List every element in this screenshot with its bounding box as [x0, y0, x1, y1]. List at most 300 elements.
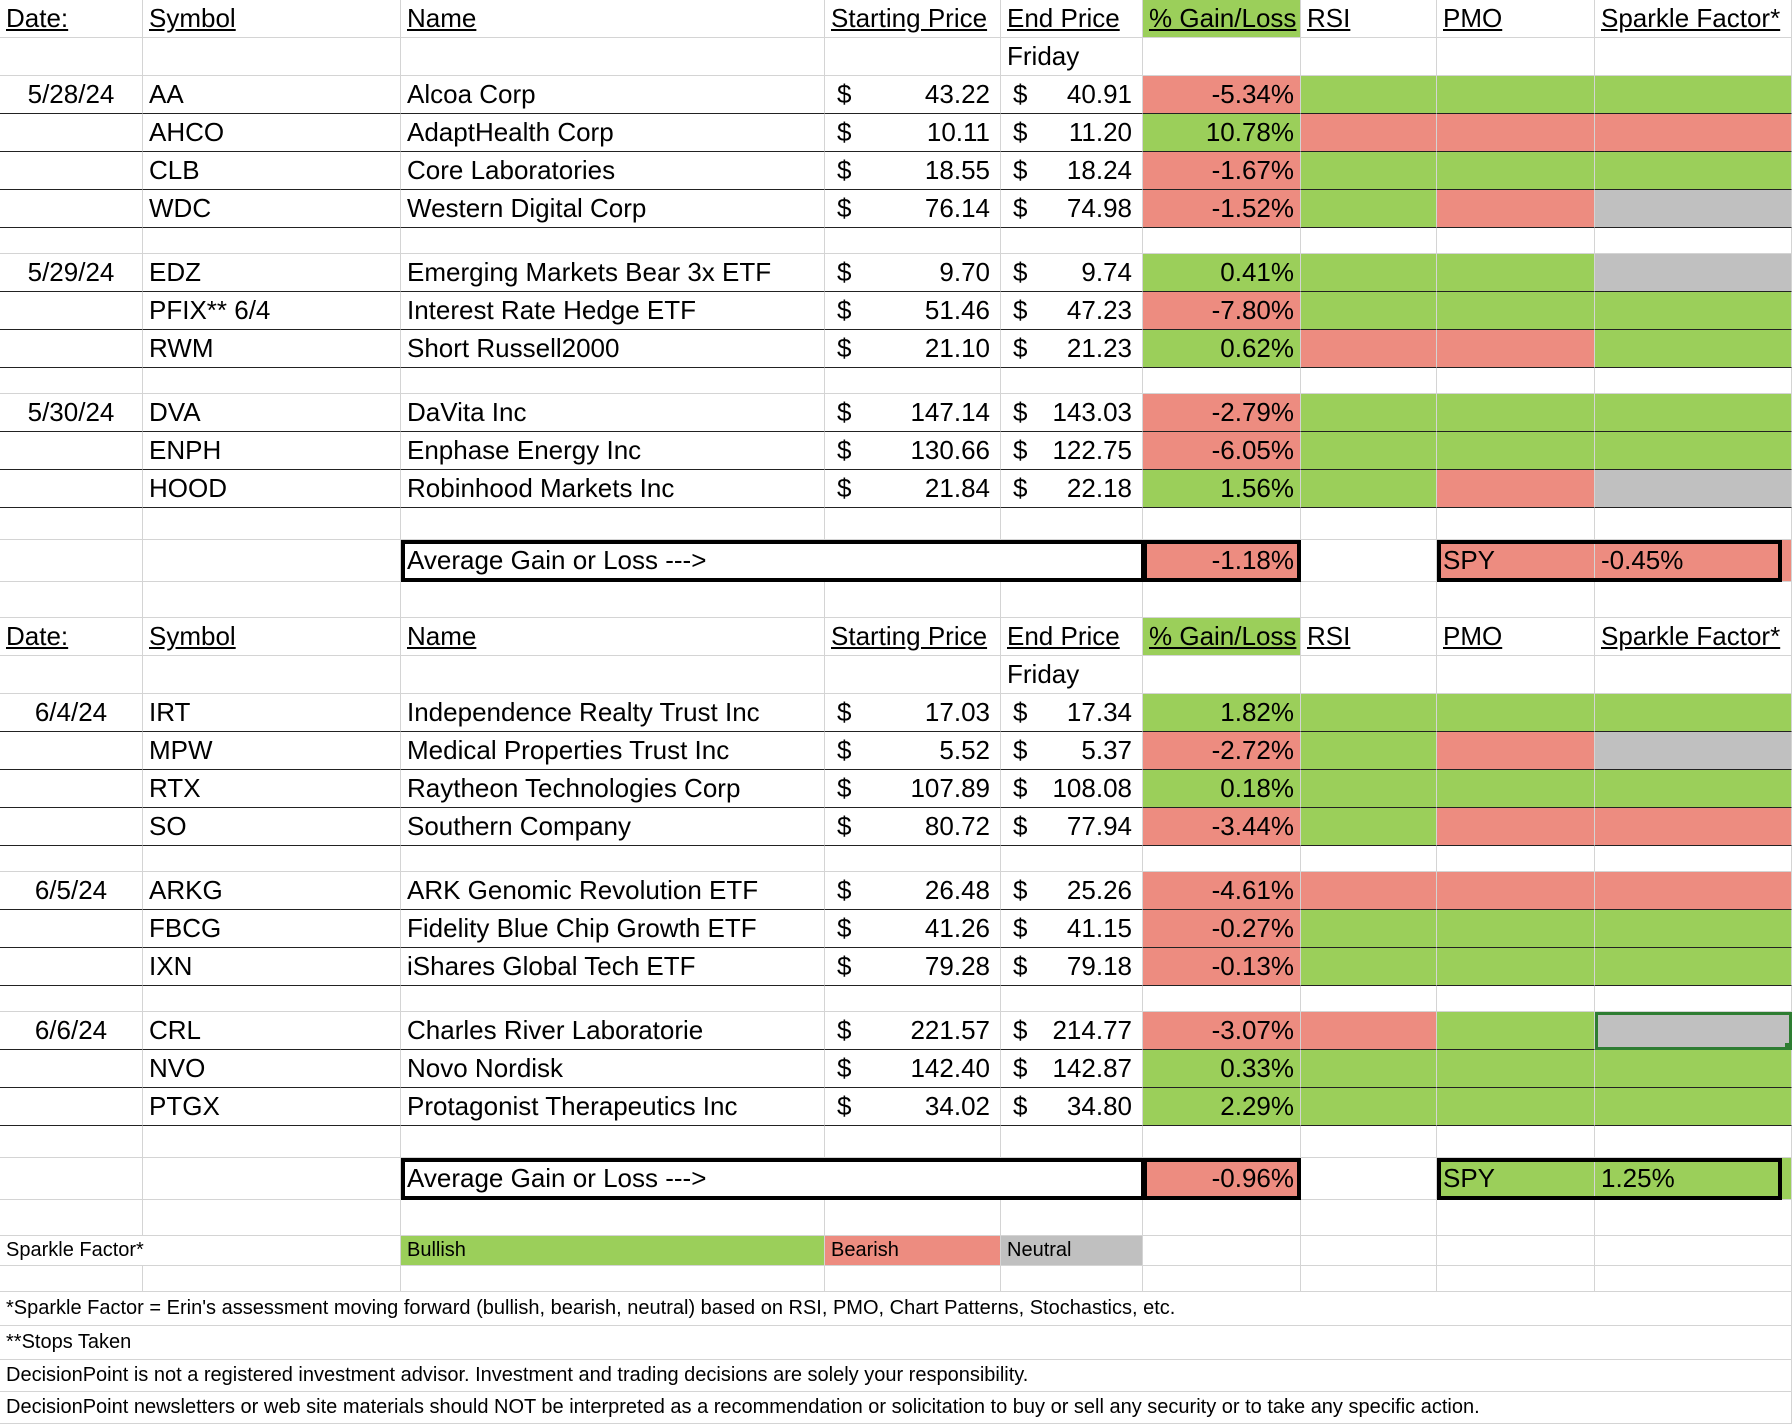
spy-label[interactable]: SPY [1437, 1158, 1595, 1200]
empty-cell[interactable] [825, 656, 1001, 694]
empty-cell[interactable] [1437, 656, 1595, 694]
pmo-signal-cell[interactable] [1437, 770, 1595, 808]
empty-cell[interactable] [1143, 986, 1301, 1012]
sparkle-factor-cell[interactable] [1595, 254, 1792, 292]
rsi-signal-cell[interactable] [1301, 910, 1437, 948]
legend-bearish[interactable]: Bearish [825, 1236, 1001, 1266]
sparkle-factor-cell[interactable] [1595, 808, 1792, 846]
empty-cell[interactable] [1001, 986, 1143, 1012]
symbol-cell[interactable]: MPW [143, 732, 401, 770]
rsi-signal-cell[interactable] [1301, 732, 1437, 770]
name-cell[interactable]: Raytheon Technologies Corp [401, 770, 825, 808]
empty-cell[interactable] [1001, 1200, 1143, 1236]
empty-cell[interactable] [1595, 582, 1792, 618]
end-price-cell[interactable] [1001, 910, 1143, 948]
empty-cell[interactable] [1301, 986, 1437, 1012]
start-price-cell[interactable] [825, 808, 1001, 846]
symbol-cell[interactable]: WDC [143, 190, 401, 228]
name-cell[interactable]: Robinhood Markets Inc [401, 470, 825, 508]
sparkle-factor-cell[interactable] [1595, 470, 1792, 508]
gain-loss-cell[interactable]: 0.18% [1143, 770, 1301, 808]
empty-cell[interactable] [401, 1200, 825, 1236]
spy-value[interactable]: 1.25% [1595, 1158, 1792, 1200]
empty-cell[interactable] [825, 228, 1001, 254]
header-rsi[interactable]: RSI [1301, 0, 1437, 38]
start-price-cell[interactable] [825, 948, 1001, 986]
end-price-cell[interactable] [1001, 694, 1143, 732]
rsi-signal-cell[interactable] [1301, 330, 1437, 368]
empty-cell[interactable] [401, 228, 825, 254]
rsi-signal-cell[interactable] [1301, 190, 1437, 228]
spy-value[interactable]: -0.45% [1595, 540, 1792, 582]
rsi-signal-cell[interactable] [1301, 432, 1437, 470]
empty-cell[interactable] [143, 656, 401, 694]
sparkle-factor-cell[interactable] [1595, 190, 1792, 228]
empty-cell[interactable] [401, 986, 825, 1012]
rsi-signal-cell[interactable] [1301, 1050, 1437, 1088]
empty-cell[interactable] [1143, 582, 1301, 618]
rsi-signal-cell[interactable] [1301, 770, 1437, 808]
name-cell[interactable]: Interest Rate Hedge ETF [401, 292, 825, 330]
symbol-cell[interactable]: AA [143, 76, 401, 114]
subheader-friday[interactable]: Friday [1001, 656, 1143, 694]
name-cell[interactable]: Western Digital Corp [401, 190, 825, 228]
gain-loss-cell[interactable]: -5.34% [1143, 76, 1301, 114]
empty-cell[interactable] [1437, 1236, 1595, 1266]
empty-cell[interactable] [1595, 986, 1792, 1012]
empty-cell[interactable] [0, 656, 143, 694]
empty-cell[interactable] [1001, 1126, 1143, 1158]
symbol-cell[interactable]: IRT [143, 694, 401, 732]
date-cell[interactable] [0, 808, 143, 846]
empty-cell[interactable] [1301, 508, 1437, 540]
gain-loss-cell[interactable]: -2.79% [1143, 394, 1301, 432]
empty-cell[interactable] [1595, 38, 1792, 76]
start-price-cell[interactable] [825, 292, 1001, 330]
empty-cell[interactable] [0, 1158, 143, 1200]
pmo-signal-cell[interactable] [1437, 394, 1595, 432]
header-symbol[interactable]: Symbol [143, 618, 401, 656]
empty-cell[interactable] [1301, 540, 1437, 582]
empty-cell[interactable] [0, 986, 143, 1012]
empty-cell[interactable] [1595, 656, 1792, 694]
empty-cell[interactable] [825, 38, 1001, 76]
spy-label[interactable]: SPY [1437, 540, 1595, 582]
date-cell[interactable] [0, 152, 143, 190]
header-name[interactable]: Name [401, 618, 825, 656]
start-price-cell[interactable] [825, 732, 1001, 770]
symbol-cell[interactable]: SO [143, 808, 401, 846]
empty-cell[interactable] [1301, 846, 1437, 872]
pmo-signal-cell[interactable] [1437, 694, 1595, 732]
gain-loss-cell[interactable]: -3.44% [1143, 808, 1301, 846]
empty-cell[interactable] [401, 656, 825, 694]
symbol-cell[interactable]: CLB [143, 152, 401, 190]
empty-cell[interactable] [401, 508, 825, 540]
empty-cell[interactable] [1301, 1200, 1437, 1236]
sparkle-factor-cell[interactable] [1595, 694, 1792, 732]
disclaimer-1-text[interactable]: DecisionPoint is not a registered investment advisor. Investment and trading decisions are solely your responsibility. [0, 1360, 1792, 1392]
name-cell[interactable]: Charles River Laboratorie [401, 1012, 825, 1050]
date-cell[interactable]: 6/4/24 [0, 694, 143, 732]
gain-loss-cell[interactable]: 1.56% [1143, 470, 1301, 508]
rsi-signal-cell[interactable] [1301, 254, 1437, 292]
empty-cell[interactable] [401, 846, 825, 872]
end-price-cell[interactable] [1001, 394, 1143, 432]
end-price-cell[interactable] [1001, 254, 1143, 292]
date-cell[interactable]: 5/29/24 [0, 254, 143, 292]
pmo-signal-cell[interactable] [1437, 948, 1595, 986]
empty-cell[interactable] [401, 582, 825, 618]
header-pmo[interactable]: PMO [1437, 0, 1595, 38]
pmo-signal-cell[interactable] [1437, 910, 1595, 948]
empty-cell[interactable] [1001, 508, 1143, 540]
empty-cell[interactable] [1301, 582, 1437, 618]
symbol-cell[interactable]: ENPH [143, 432, 401, 470]
start-price-cell[interactable] [825, 470, 1001, 508]
pmo-signal-cell[interactable] [1437, 470, 1595, 508]
empty-cell[interactable] [1143, 1126, 1301, 1158]
sparkle-factor-cell[interactable] [1595, 732, 1792, 770]
average-value[interactable]: -0.96% [1143, 1158, 1301, 1200]
empty-cell[interactable] [1437, 1200, 1595, 1236]
legend-bullish[interactable]: Bullish [401, 1236, 825, 1266]
header-name[interactable]: Name [401, 0, 825, 38]
empty-cell[interactable] [1001, 1266, 1143, 1292]
empty-cell[interactable] [1437, 368, 1595, 394]
average-label[interactable]: Average Gain or Loss ---> [401, 540, 1143, 582]
pmo-signal-cell[interactable] [1437, 808, 1595, 846]
start-price-cell[interactable] [825, 1050, 1001, 1088]
empty-cell[interactable] [143, 228, 401, 254]
end-price-cell[interactable] [1001, 808, 1143, 846]
empty-cell[interactable] [1595, 846, 1792, 872]
date-cell[interactable]: 5/28/24 [0, 76, 143, 114]
sparkle-factor-cell[interactable] [1595, 1050, 1792, 1088]
symbol-cell[interactable]: CRL [143, 1012, 401, 1050]
pmo-signal-cell[interactable] [1437, 1012, 1595, 1050]
empty-cell[interactable] [0, 582, 143, 618]
empty-cell[interactable] [1595, 368, 1792, 394]
header-start[interactable]: Starting Price [825, 0, 1001, 38]
empty-cell[interactable] [143, 1266, 401, 1292]
empty-cell[interactable] [1595, 1236, 1792, 1266]
rsi-signal-cell[interactable] [1301, 152, 1437, 190]
pmo-signal-cell[interactable] [1437, 1088, 1595, 1126]
gain-loss-cell[interactable]: 10.78% [1143, 114, 1301, 152]
sparkle-factor-cell[interactable] [1595, 330, 1792, 368]
date-cell[interactable] [0, 114, 143, 152]
header-gain[interactable]: % Gain/Loss [1143, 0, 1301, 38]
symbol-cell[interactable]: RWM [143, 330, 401, 368]
name-cell[interactable]: Alcoa Corp [401, 76, 825, 114]
rsi-signal-cell[interactable] [1301, 948, 1437, 986]
sparkle-factor-cell[interactable] [1595, 394, 1792, 432]
gain-loss-cell[interactable]: 0.62% [1143, 330, 1301, 368]
empty-cell[interactable] [143, 986, 401, 1012]
end-price-cell[interactable] [1001, 1088, 1143, 1126]
name-cell[interactable]: Enphase Energy Inc [401, 432, 825, 470]
header-date[interactable]: Date: [0, 618, 143, 656]
sparkle-factor-cell[interactable] [1595, 152, 1792, 190]
empty-cell[interactable] [1143, 228, 1301, 254]
empty-cell[interactable] [143, 1200, 401, 1236]
header-end[interactable]: End Price [1001, 618, 1143, 656]
end-price-cell[interactable] [1001, 76, 1143, 114]
empty-cell[interactable] [1595, 1126, 1792, 1158]
header-date[interactable]: Date: [0, 0, 143, 38]
empty-cell[interactable] [0, 228, 143, 254]
empty-cell[interactable] [1437, 846, 1595, 872]
gain-loss-cell[interactable]: -0.27% [1143, 910, 1301, 948]
empty-cell[interactable] [143, 582, 401, 618]
date-cell[interactable] [0, 190, 143, 228]
date-cell[interactable] [0, 432, 143, 470]
name-cell[interactable]: DaVita Inc [401, 394, 825, 432]
header-sparkle[interactable]: Sparkle Factor* [1595, 0, 1792, 38]
pmo-signal-cell[interactable] [1437, 732, 1595, 770]
header-gain[interactable]: % Gain/Loss [1143, 618, 1301, 656]
empty-cell[interactable] [1437, 1126, 1595, 1158]
gain-loss-cell[interactable]: 0.41% [1143, 254, 1301, 292]
pmo-signal-cell[interactable] [1437, 76, 1595, 114]
empty-cell[interactable] [825, 846, 1001, 872]
date-cell[interactable] [0, 470, 143, 508]
rsi-signal-cell[interactable] [1301, 694, 1437, 732]
pmo-signal-cell[interactable] [1437, 1050, 1595, 1088]
empty-cell[interactable] [143, 1126, 401, 1158]
empty-cell[interactable] [1001, 846, 1143, 872]
gain-loss-cell[interactable]: -6.05% [1143, 432, 1301, 470]
empty-cell[interactable] [1301, 38, 1437, 76]
symbol-cell[interactable]: RTX [143, 770, 401, 808]
sparkle-factor-cell[interactable] [1595, 770, 1792, 808]
header-rsi[interactable]: RSI [1301, 618, 1437, 656]
empty-cell[interactable] [1301, 1158, 1437, 1200]
rsi-signal-cell[interactable] [1301, 872, 1437, 910]
sparkle-footnote-text[interactable]: *Sparkle Factor = Erin's assessment moving forward (bullish, bearish, neutral) based on RSI, PMO, Chart Patterns, Stochastics, etc. [0, 1292, 1792, 1326]
gain-loss-cell[interactable]: 1.82% [1143, 694, 1301, 732]
gain-loss-cell[interactable]: -0.13% [1143, 948, 1301, 986]
start-price-cell[interactable] [825, 76, 1001, 114]
end-price-cell[interactable] [1001, 732, 1143, 770]
symbol-cell[interactable]: DVA [143, 394, 401, 432]
sparkle-factor-cell[interactable] [1595, 292, 1792, 330]
symbol-cell[interactable]: IXN [143, 948, 401, 986]
empty-cell[interactable] [1437, 986, 1595, 1012]
pmo-signal-cell[interactable] [1437, 152, 1595, 190]
empty-cell[interactable] [1437, 508, 1595, 540]
empty-cell[interactable] [401, 1266, 825, 1292]
empty-cell[interactable] [143, 368, 401, 394]
pmo-signal-cell[interactable] [1437, 872, 1595, 910]
date-cell[interactable]: 6/6/24 [0, 1012, 143, 1050]
end-price-cell[interactable] [1001, 770, 1143, 808]
empty-cell[interactable] [1143, 368, 1301, 394]
empty-cell[interactable] [1143, 508, 1301, 540]
empty-cell[interactable] [143, 38, 401, 76]
name-cell[interactable]: AdaptHealth Corp [401, 114, 825, 152]
start-price-cell[interactable] [825, 1012, 1001, 1050]
name-cell[interactable]: Fidelity Blue Chip Growth ETF [401, 910, 825, 948]
empty-cell[interactable] [825, 1126, 1001, 1158]
empty-cell[interactable] [401, 368, 825, 394]
end-price-cell[interactable] [1001, 470, 1143, 508]
name-cell[interactable]: iShares Global Tech ETF [401, 948, 825, 986]
header-pmo[interactable]: PMO [1437, 618, 1595, 656]
name-cell[interactable]: Core Laboratories [401, 152, 825, 190]
empty-cell[interactable] [1001, 228, 1143, 254]
date-cell[interactable]: 6/5/24 [0, 872, 143, 910]
start-price-cell[interactable] [825, 872, 1001, 910]
rsi-signal-cell[interactable] [1301, 470, 1437, 508]
end-price-cell[interactable] [1001, 872, 1143, 910]
gain-loss-cell[interactable]: 0.33% [1143, 1050, 1301, 1088]
empty-cell[interactable] [0, 368, 143, 394]
header-end[interactable]: End Price [1001, 0, 1143, 38]
sparkle-factor-cell[interactable] [1595, 114, 1792, 152]
name-cell[interactable]: ARK Genomic Revolution ETF [401, 872, 825, 910]
empty-cell[interactable] [1437, 582, 1595, 618]
symbol-cell[interactable]: PFIX** 6/4 [143, 292, 401, 330]
rsi-signal-cell[interactable] [1301, 1088, 1437, 1126]
empty-cell[interactable] [1301, 1236, 1437, 1266]
pmo-signal-cell[interactable] [1437, 330, 1595, 368]
symbol-cell[interactable]: NVO [143, 1050, 401, 1088]
empty-cell[interactable] [825, 582, 1001, 618]
empty-cell[interactable] [0, 38, 143, 76]
start-price-cell[interactable] [825, 114, 1001, 152]
symbol-cell[interactable]: PTGX [143, 1088, 401, 1126]
name-cell[interactable]: Independence Realty Trust Inc [401, 694, 825, 732]
symbol-cell[interactable]: EDZ [143, 254, 401, 292]
gain-loss-cell[interactable]: 2.29% [1143, 1088, 1301, 1126]
start-price-cell[interactable] [825, 910, 1001, 948]
sparkle-factor-cell[interactable] [1595, 910, 1792, 948]
gain-loss-cell[interactable]: -7.80% [1143, 292, 1301, 330]
gain-loss-cell[interactable]: -1.67% [1143, 152, 1301, 190]
start-price-cell[interactable] [825, 1088, 1001, 1126]
empty-cell[interactable] [1301, 368, 1437, 394]
end-price-cell[interactable] [1001, 190, 1143, 228]
empty-cell[interactable] [1595, 1200, 1792, 1236]
empty-cell[interactable] [1437, 228, 1595, 254]
name-cell[interactable]: Protagonist Therapeutics Inc [401, 1088, 825, 1126]
legend-label[interactable]: Sparkle Factor* [0, 1236, 401, 1266]
empty-cell[interactable] [825, 1266, 1001, 1292]
end-price-cell[interactable] [1001, 432, 1143, 470]
empty-cell[interactable] [143, 1158, 401, 1200]
sparkle-factor-cell[interactable] [1595, 1012, 1792, 1050]
end-price-cell[interactable] [1001, 1050, 1143, 1088]
empty-cell[interactable] [0, 540, 143, 582]
pmo-signal-cell[interactable] [1437, 292, 1595, 330]
gain-loss-cell[interactable]: -4.61% [1143, 872, 1301, 910]
rsi-signal-cell[interactable] [1301, 114, 1437, 152]
empty-cell[interactable] [1143, 1266, 1301, 1292]
sparkle-factor-cell[interactable] [1595, 1088, 1792, 1126]
header-sparkle[interactable]: Sparkle Factor* [1595, 618, 1792, 656]
empty-cell[interactable] [1301, 656, 1437, 694]
name-cell[interactable]: Novo Nordisk [401, 1050, 825, 1088]
empty-cell[interactable] [825, 1200, 1001, 1236]
average-label[interactable]: Average Gain or Loss ---> [401, 1158, 1143, 1200]
start-price-cell[interactable] [825, 190, 1001, 228]
start-price-cell[interactable] [825, 330, 1001, 368]
empty-cell[interactable] [825, 508, 1001, 540]
empty-cell[interactable] [825, 986, 1001, 1012]
start-price-cell[interactable] [825, 152, 1001, 190]
sparkle-factor-cell[interactable] [1595, 872, 1792, 910]
gain-loss-cell[interactable]: -1.52% [1143, 190, 1301, 228]
date-cell[interactable] [0, 732, 143, 770]
header-start[interactable]: Starting Price [825, 618, 1001, 656]
name-cell[interactable]: Emerging Markets Bear 3x ETF [401, 254, 825, 292]
empty-cell[interactable] [1437, 38, 1595, 76]
symbol-cell[interactable]: AHCO [143, 114, 401, 152]
empty-cell[interactable] [1143, 846, 1301, 872]
end-price-cell[interactable] [1001, 1012, 1143, 1050]
disclaimer-2-text[interactable]: DecisionPoint newsletters or web site materials should NOT be interpreted as a recommendation or solicitation to buy or sell any security or to take any specific action. [0, 1392, 1792, 1424]
empty-cell[interactable] [1595, 508, 1792, 540]
date-cell[interactable] [0, 948, 143, 986]
empty-cell[interactable] [1301, 1126, 1437, 1158]
empty-cell[interactable] [1001, 368, 1143, 394]
start-price-cell[interactable] [825, 254, 1001, 292]
rsi-signal-cell[interactable] [1301, 394, 1437, 432]
empty-cell[interactable] [1595, 228, 1792, 254]
empty-cell[interactable] [1437, 1266, 1595, 1292]
empty-cell[interactable] [825, 368, 1001, 394]
pmo-signal-cell[interactable] [1437, 114, 1595, 152]
empty-cell[interactable] [143, 846, 401, 872]
empty-cell[interactable] [1301, 1266, 1437, 1292]
rsi-signal-cell[interactable] [1301, 808, 1437, 846]
name-cell[interactable]: Medical Properties Trust Inc [401, 732, 825, 770]
end-price-cell[interactable] [1001, 948, 1143, 986]
pmo-signal-cell[interactable] [1437, 254, 1595, 292]
start-price-cell[interactable] [825, 770, 1001, 808]
legend-neutral[interactable]: Neutral [1001, 1236, 1143, 1266]
average-value[interactable]: -1.18% [1143, 540, 1301, 582]
empty-cell[interactable] [1595, 1266, 1792, 1292]
empty-cell[interactable] [143, 508, 401, 540]
rsi-signal-cell[interactable] [1301, 292, 1437, 330]
sparkle-factor-cell[interactable] [1595, 76, 1792, 114]
pmo-signal-cell[interactable] [1437, 432, 1595, 470]
gain-loss-cell[interactable]: -3.07% [1143, 1012, 1301, 1050]
symbol-cell[interactable]: HOOD [143, 470, 401, 508]
start-price-cell[interactable] [825, 694, 1001, 732]
symbol-cell[interactable]: ARKG [143, 872, 401, 910]
empty-cell[interactable] [1301, 228, 1437, 254]
gain-loss-cell[interactable]: -2.72% [1143, 732, 1301, 770]
start-price-cell[interactable] [825, 394, 1001, 432]
date-cell[interactable] [0, 330, 143, 368]
end-price-cell[interactable] [1001, 330, 1143, 368]
symbol-cell[interactable]: FBCG [143, 910, 401, 948]
empty-cell[interactable] [1143, 656, 1301, 694]
rsi-signal-cell[interactable] [1301, 76, 1437, 114]
end-price-cell[interactable] [1001, 114, 1143, 152]
empty-cell[interactable] [0, 1126, 143, 1158]
date-cell[interactable] [0, 910, 143, 948]
empty-cell[interactable] [0, 508, 143, 540]
empty-cell[interactable] [143, 540, 401, 582]
empty-cell[interactable] [0, 1200, 143, 1236]
sparkle-factor-cell[interactable] [1595, 432, 1792, 470]
header-symbol[interactable]: Symbol [143, 0, 401, 38]
